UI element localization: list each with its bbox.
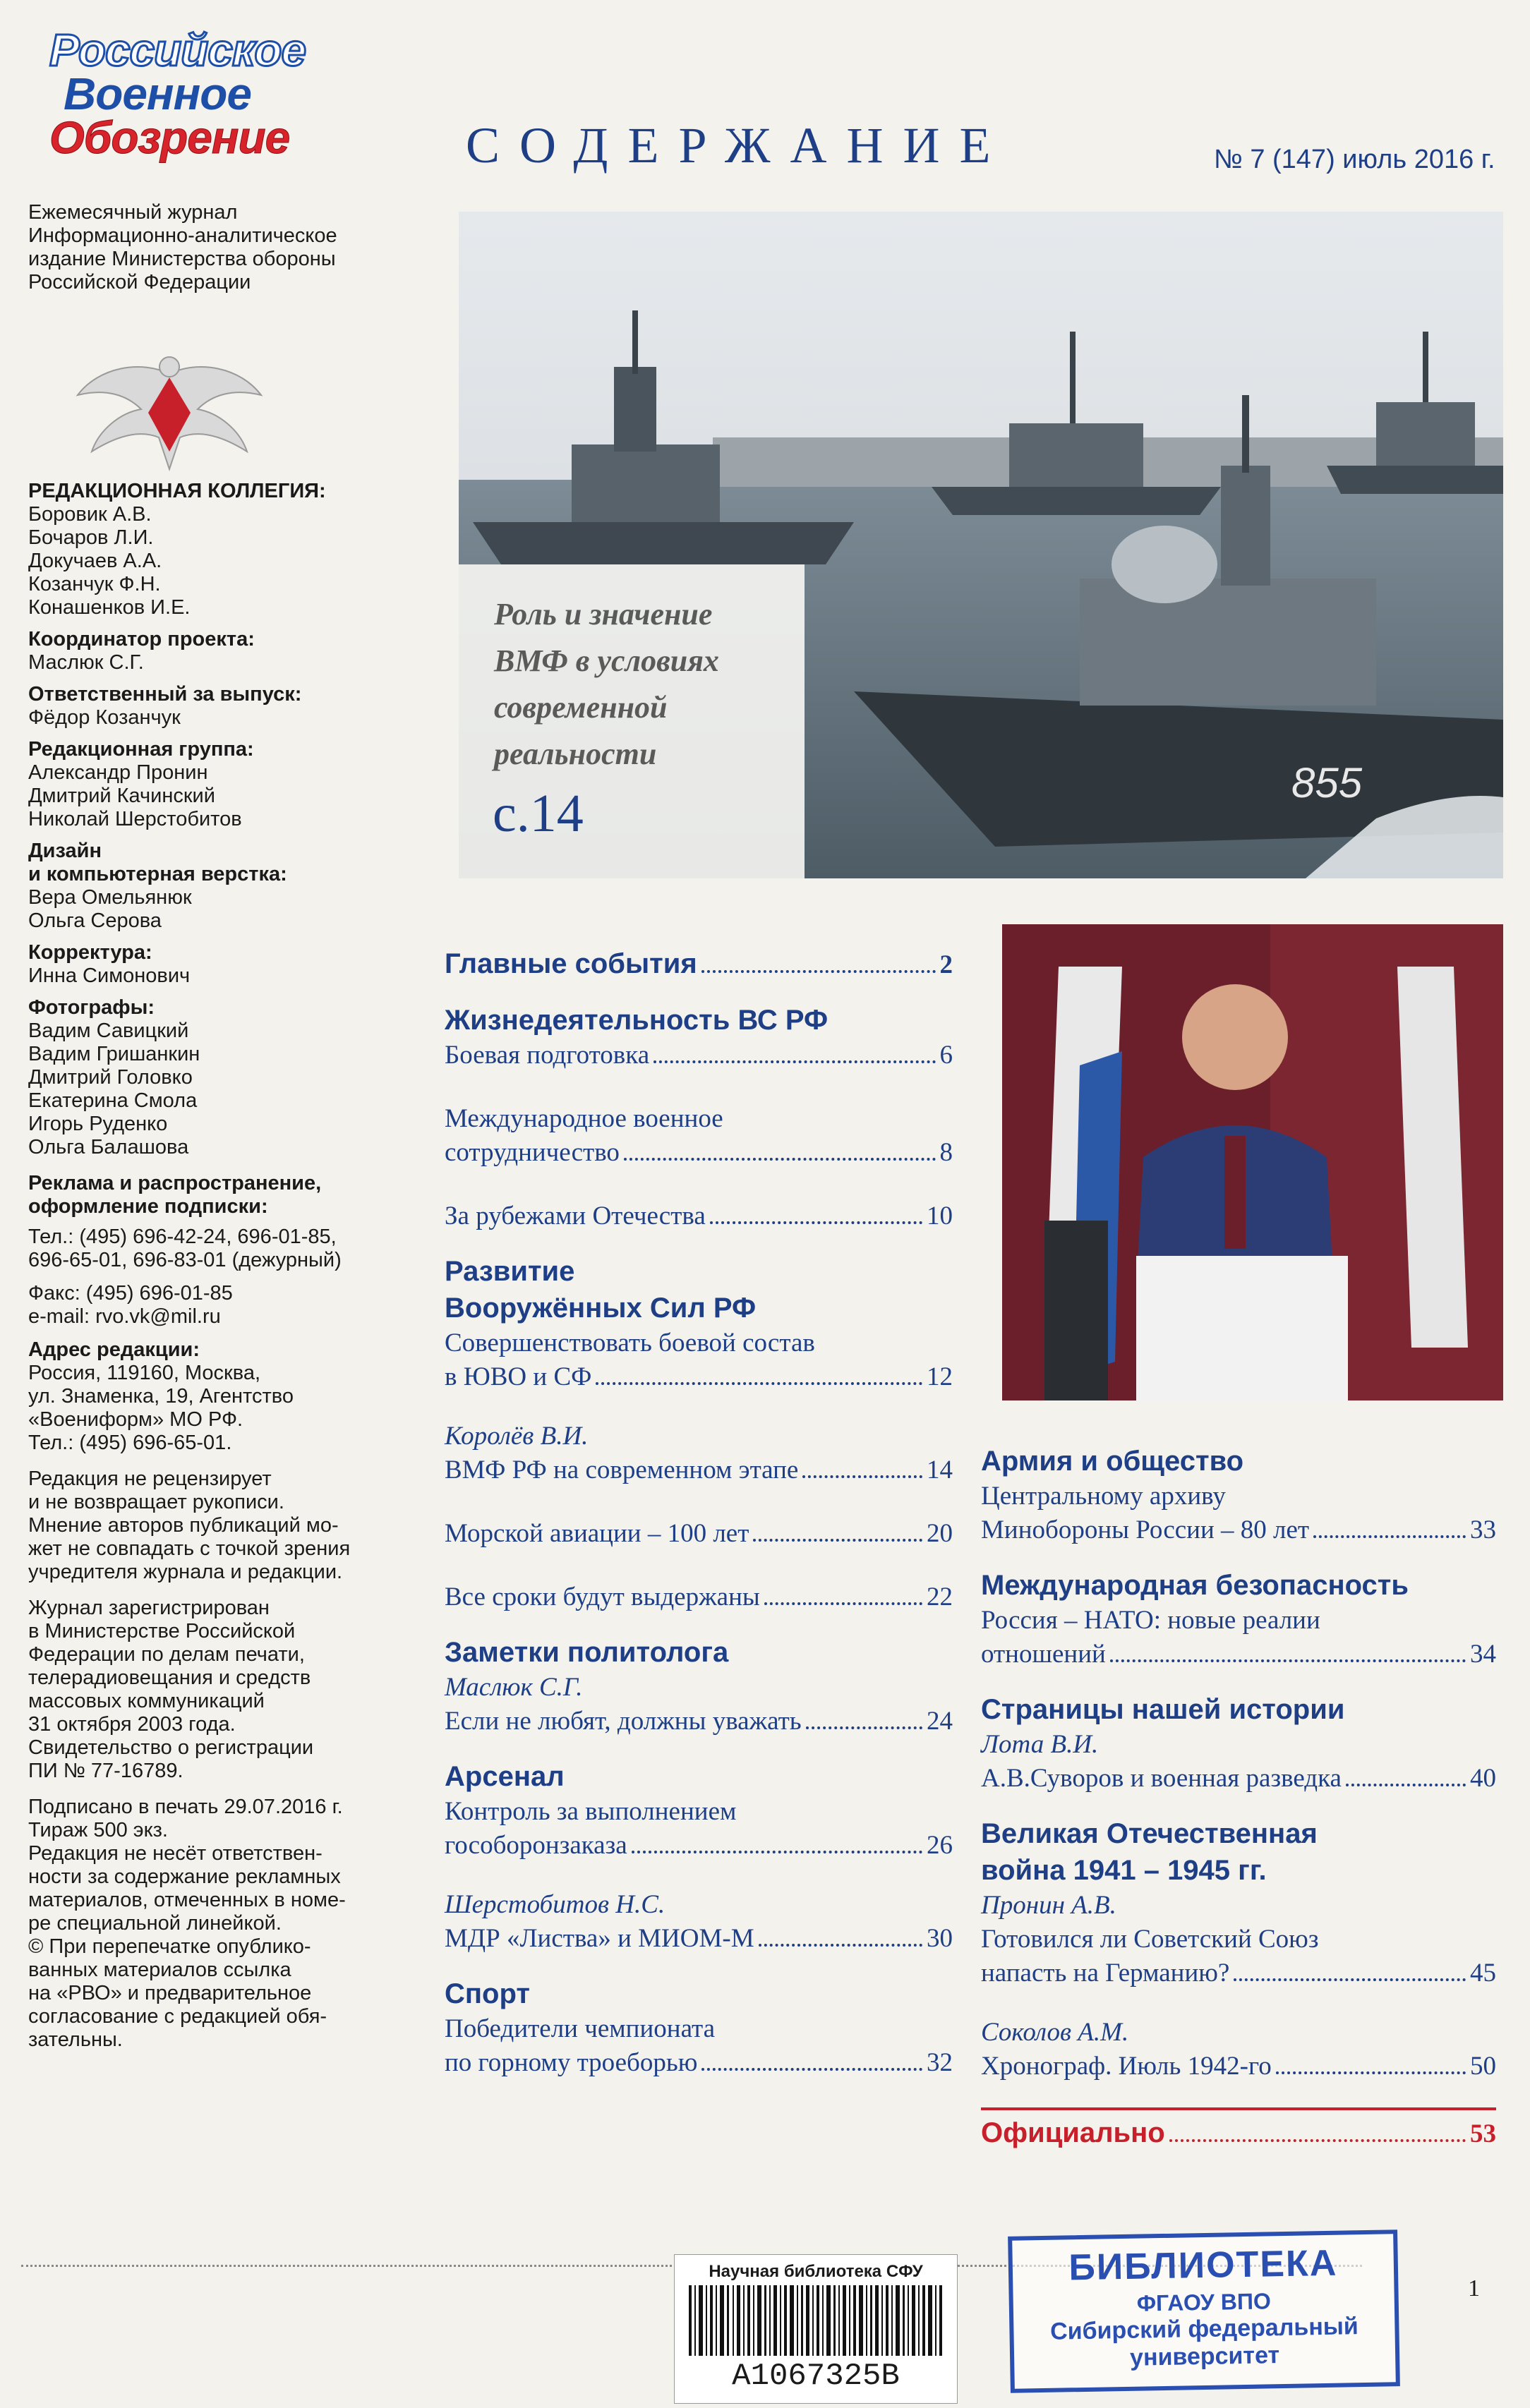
section-title: Заметки политолога (445, 1637, 729, 1668)
page-number: 50 (1470, 2052, 1496, 2081)
address-line: Тел.: (495) 696-65-01. (28, 1432, 232, 1454)
photographer: Екатерина Смола (28, 1089, 198, 1112)
article-title: Готовился ли Советский Союз (981, 1925, 1319, 1954)
page-number: 40 (1470, 1764, 1496, 1793)
barcode-icon (675, 2282, 957, 2359)
page-number: 32 (927, 2048, 953, 2077)
page-number: 8 (939, 1138, 953, 1167)
address-line: «Воениформ» МО РФ. (28, 1408, 243, 1431)
toc-entry[interactable] (981, 2114, 1496, 2151)
article-title: А.В.Суворов и военная разведка (981, 1764, 1342, 1793)
ads-label: Реклама и распространение, (28, 1172, 322, 1194)
toc-entry[interactable] (981, 1762, 1496, 1796)
print-line: ре специальной линейкой. (28, 1912, 282, 1935)
article-title: Победители чемпионата (445, 2014, 716, 2043)
feature-line: реальности (494, 737, 657, 771)
page-number: 26 (927, 1831, 953, 1860)
feature-title (494, 591, 805, 778)
notice-line: Мнение авторов публикаций мо- (28, 1514, 339, 1537)
article-title: Морской авиации – 100 лет (445, 1519, 749, 1548)
proof-label: Корректура: (28, 941, 152, 964)
magazine-logo (42, 25, 339, 176)
page-number: 53 (1470, 2119, 1496, 2148)
page-number: 2 (939, 950, 953, 979)
photo-label: Фотографы: (28, 996, 155, 1019)
page-number: 10 (927, 1202, 953, 1230)
article-title: Международное военное (445, 1104, 723, 1133)
author: Соколов А.М. (981, 2018, 1129, 2047)
toc-entry[interactable] (445, 1453, 953, 1487)
page-number: 22 (927, 1583, 953, 1611)
toc-left-column (445, 945, 953, 2080)
issue-number: № 7 (147) июль 2016 г. (1214, 145, 1495, 174)
barcode-label: Научная библиотека СФУ (709, 2262, 923, 2281)
toc-entry[interactable] (445, 1199, 953, 1233)
section-title: Главные события (445, 948, 697, 979)
article-title: Если не любят, должны уважать (445, 1707, 802, 1736)
feature-line: современной (494, 690, 668, 725)
coordinator: Маслюк С.Г. (28, 651, 144, 674)
toc-entry[interactable] (445, 945, 953, 982)
article-title: Контроль за выполнением (445, 1797, 737, 1826)
author: Королёв В.И. (445, 1422, 589, 1451)
release: Фёдор Козанчук (28, 706, 181, 729)
section-title: Арсенал (445, 1761, 565, 1792)
article-title: гособоронзаказа (445, 1831, 627, 1860)
credits-block (28, 480, 395, 2052)
logo-line-3: Обозрение (49, 112, 290, 163)
page-number: 45 (1470, 1959, 1496, 1987)
article-title: по горному троеборью (445, 2048, 698, 2077)
article-title: За рубежами Отечества (445, 1202, 706, 1230)
section-title: Развитие (445, 1256, 575, 1287)
page-number: 30 (927, 1924, 953, 1953)
coordinator-label: Координатор проекта: (28, 628, 255, 651)
logo-line-1: Российское (49, 25, 306, 75)
toc-entry[interactable] (981, 1638, 1496, 1671)
registration-line: Журнал зарегистрирован (28, 1597, 270, 1619)
toc-entry[interactable] (445, 1580, 953, 1614)
author: Пронин А.В. (981, 1891, 1116, 1920)
photographer: Ольга Балашова (28, 1136, 189, 1158)
page-number-footer: 1 (1468, 2275, 1480, 2301)
notice-line: жет не совпадать с точкой зрения (28, 1537, 351, 1560)
official-divider (981, 2107, 1496, 2151)
phones: Тел.: (495) 696-42-24, 696-01-85, (28, 1226, 337, 1248)
toc-entry[interactable] (445, 1039, 953, 1072)
notice-line: и не возвращает рукописи. (28, 1491, 284, 1513)
article-title: в ЮВО и СФ (445, 1362, 592, 1391)
board-member: Бочаров Л.И. (28, 526, 154, 549)
article-title: отношений (981, 1640, 1106, 1669)
page-number: 12 (927, 1362, 953, 1391)
print-line: Тираж 500 экз. (28, 1819, 168, 1841)
article-title: ВМФ РФ на современном этапе (445, 1456, 799, 1484)
logo-line-2: Военное (64, 68, 251, 119)
svg-text:855: 855 (1291, 759, 1363, 806)
email: e-mail: rvo.vk@mil.ru (28, 1305, 221, 1328)
article-title: Хронограф. Июль 1942-го (981, 2052, 1272, 2081)
design-label: и компьютерная верстка: (28, 863, 287, 885)
print-line: Редакция не несёт ответствен- (28, 1842, 323, 1865)
address-line: ул. Знаменка, 19, Агентство (28, 1385, 294, 1408)
toc-entry[interactable] (445, 1705, 953, 1738)
barcode-code: А1067325В (732, 2359, 900, 2394)
section-title: война 1941 – 1945 гг. (981, 1855, 1267, 1886)
toc-entry[interactable] (445, 1360, 953, 1394)
page-number: 33 (1470, 1515, 1496, 1544)
registration-line: Свидетельство о регистрации (28, 1736, 314, 1759)
author: Маслюк С.Г. (445, 1673, 583, 1702)
page-title: СОДЕРЖАНИЕ (466, 117, 1011, 174)
proofreader: Инна Симонович (28, 964, 191, 987)
group-member: Дмитрий Качинский (28, 785, 215, 807)
board-member: Боровик А.В. (28, 503, 152, 526)
print-line: ности за содержание рекламных (28, 1865, 341, 1888)
print-line: материалов, отмеченных в номе- (28, 1889, 346, 1911)
toc-entry[interactable] (445, 1517, 953, 1551)
toc-entry[interactable] (981, 1513, 1496, 1547)
article-title: Все сроки будут выдержаны (445, 1583, 760, 1611)
section-title: Международная безопасность (981, 1570, 1409, 1601)
toc-entry[interactable] (445, 2046, 953, 2080)
registration-line: телерадиовещания и средств (28, 1666, 311, 1689)
section-title: Жизнедеятельность ВС РФ (445, 1005, 829, 1036)
board-member: Докучаев А.А. (28, 550, 162, 572)
photographer: Дмитрий Головко (28, 1066, 193, 1089)
print-line: зательны. (28, 2028, 123, 2051)
release-label: Ответственный за выпуск: (28, 683, 302, 706)
masthead-description: Ежемесячный журнал Информационно-аналитическое издание Министерства обороны Российской Федерации (28, 201, 337, 294)
article-title: Боевая подготовка (445, 1041, 650, 1070)
toc-entry[interactable] (445, 1922, 953, 1956)
library-stamp (1008, 2229, 1400, 2393)
designer: Ольга Серова (28, 909, 162, 932)
section-title: Официально (981, 2117, 1165, 2148)
page-number: 14 (927, 1456, 953, 1484)
registration-line: массовых коммуникаций (28, 1690, 265, 1712)
registration-line: Федерации по делам печати, (28, 1643, 305, 1666)
mod-emblem-icon (71, 346, 268, 480)
section-title: Армия и общество (981, 1446, 1244, 1477)
section-title: Спорт (445, 1978, 530, 2009)
article-title: Россия – НАТО: новые реалии (981, 1606, 1320, 1635)
address-line: Россия, 119160, Москва, (28, 1362, 261, 1384)
phones: 696-65-01, 696-83-01 (дежурный) (28, 1249, 342, 1271)
photographer: Вадим Савицкий (28, 1020, 189, 1042)
toc-entry[interactable] (981, 2050, 1496, 2083)
article-title: сотрудничество (445, 1138, 620, 1167)
board-member: Конашенков И.Е. (28, 596, 191, 619)
article-title: напасть на Германию? (981, 1959, 1230, 1987)
print-line: на «РВО» и предварительное (28, 1982, 312, 2004)
ads-label: оформление подписки: (28, 1195, 268, 1218)
page-number: 34 (1470, 1640, 1496, 1669)
article-title: Совершенствовать боевой состав (445, 1329, 815, 1357)
stamp-line: университет (1129, 2342, 1280, 2371)
print-line: ванных материалов ссылка (28, 1959, 291, 1981)
print-line: © При перепечатке опублико- (28, 1935, 311, 1958)
author: Лота В.И. (981, 1730, 1099, 1759)
board-member: Козанчук Ф.Н. (28, 573, 161, 595)
registration-line: в Министерстве Российской (28, 1620, 296, 1642)
address-label: Адрес редакции: (28, 1338, 200, 1361)
photographer: Вадим Гришанкин (28, 1043, 200, 1065)
section-title: Великая Отечественная (981, 1818, 1318, 1849)
print-line: согласование с редакцией обя- (28, 2005, 327, 2028)
feature-page-link[interactable]: с.14 (493, 784, 584, 843)
toc-entry[interactable] (981, 1956, 1496, 1990)
page-number: 20 (927, 1519, 953, 1548)
toc-entry[interactable] (445, 1136, 953, 1170)
designer: Вера Омельянюк (28, 886, 192, 909)
article-title: МДР «Листва» и МИОМ-М (445, 1924, 754, 1953)
group-member: Николай Шерстобитов (28, 808, 242, 830)
article-title: Минобороны России – 80 лет (981, 1515, 1310, 1544)
print-line: Подписано в печать 29.07.2016 г. (28, 1796, 343, 1818)
fax: Факс: (495) 696-01-85 (28, 1282, 233, 1305)
library-barcode (674, 2254, 958, 2404)
notice-line: Редакция не рецензирует (28, 1468, 272, 1490)
toc-entry[interactable] (445, 1829, 953, 1863)
page-number: 6 (939, 1041, 953, 1070)
feature-line: Роль и значение (494, 597, 713, 631)
registration-line: 31 октября 2003 года. (28, 1713, 236, 1736)
notice-line: учредителя журнала и редакции. (28, 1561, 343, 1583)
section-title: Вооружённых Сил РФ (445, 1293, 757, 1324)
section-title: Страницы нашей истории (981, 1694, 1345, 1725)
article-title: Центральному архиву (981, 1482, 1226, 1511)
page-number: 24 (927, 1707, 953, 1736)
board-label: РЕДАКЦИОННАЯ КОЛЛЕГИЯ: (28, 480, 326, 502)
toc-right-column (981, 1443, 1496, 2151)
design-label: Дизайн (28, 840, 102, 862)
author: Шерстобитов Н.С. (445, 1890, 665, 1919)
stamp-line: БИБЛИОТЕКА (1068, 2242, 1338, 2289)
group-label: Редакционная группа: (28, 738, 254, 761)
stamp-line: ФГАОУ ВПО (1136, 2288, 1272, 2316)
registration-line: ПИ № 77-16789. (28, 1760, 183, 1782)
speaker-photo (1002, 924, 1503, 1400)
feature-line: ВМФ в условиях (494, 643, 719, 678)
photographer: Игорь Руденко (28, 1113, 168, 1135)
group-member: Александр Пронин (28, 761, 208, 784)
stamp-line: Сибирский федеральный (1049, 2313, 1359, 2345)
